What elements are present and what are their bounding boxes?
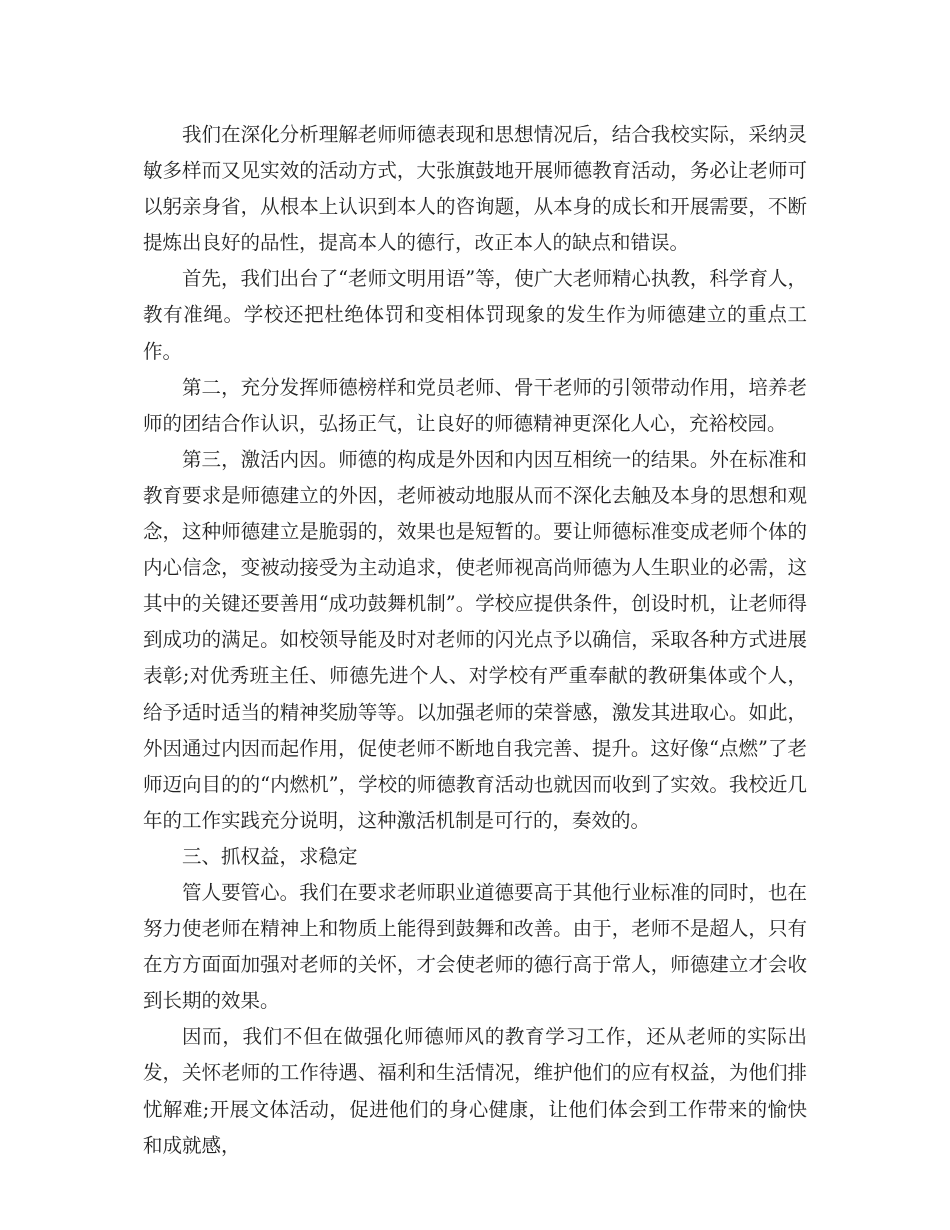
- paragraph: 管人要管心。我们在要求老师职业道德要高于其他行业标准的同时，也在努力使老师在精神上和物质上能得到鼓舞和改善。由于，老师不是超人，只有在方方面面加强对老师的关怀，才会使老师的德行高于常人，师德建立才会收到长期的效果。: [143, 880, 807, 1013]
- section-heading: 三、抓权益，求稳定: [182, 844, 358, 868]
- paragraph: 因而，我们不但在做强化师德师风的教育学习工作，还从老师的实际出发，关怀老师的工作待遇、福利和生活情况，维护他们的应有权益，为他们排忧解难;开展文体活动，促进他们的身心健康，让他们体会到工作带来的愉快和成就感，: [143, 1025, 807, 1157]
- paragraph: 第三，激活内因。师德的构成是外因和内因互相统一的结果。外在标准和教育要求是师德建立的外因，老师被动地服从而不深化去触及本身的思想和观念，这种师德建立是脆弱的，效果也是短暂的。要让师德标准变成老师个体的内心信念，变被动接受为主动追求，使老师视高尚师德为人生职业的必需，这其中的关键还要善用“成功鼓舞机制”。学校应提供条件，创设时机，让老师得到成功的满足。如校领导能及时对老师的闪光点予以确信，采取各种方式进展表彰;对优秀班主任、师德先进个人、对学校有严重奉献的教研集体或个人，给予适时适当的精神奖励等等。以加强老师的荣誉感，激发其进取心。如此，外因通过内因而起作用，促使老师不断地自我完善、提升。这好像“点燃”了老师迈向目的的“内燃机”，学校的师德教育活动也就因而收到了实效。我校近几年的工作实践充分说明，这种激活机制是可行的，奏效的。: [143, 447, 807, 832]
- document-body: [143, 117, 807, 1164]
- paragraph: 我们在深化分析理解老师师德表现和思想情况后，结合我校实际，采纳灵敏多样而又见实效的活动方式，大张旗鼓地开展师德教育活动，务必让老师可以躬亲身省，从根本上认识到本人的咨询题，从本身的成长和开展需要，不断提炼出良好的品性，提高本人的德行，改正本人的缺点和错误。: [143, 123, 807, 255]
- paragraph: 第二，充分发挥师德榜样和党员老师、骨干老师的引领带动作用，培养老师的团结合作认识，弘扬正气，让良好的师德精神更深化人心，充裕校园。: [143, 375, 807, 435]
- paragraph: 首先，我们出台了“老师文明用语”等，使广大老师精心执教，科学育人，教有准绳。学校还把杜绝体罚和变相体罚现象的发生作为师德建立的重点工作。: [143, 267, 807, 363]
